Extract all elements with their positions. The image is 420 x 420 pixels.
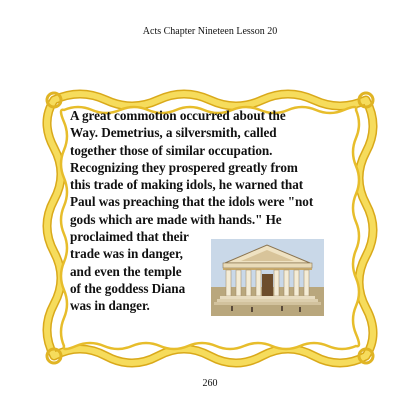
lesson-line: trade was in danger,	[70, 246, 183, 262]
lesson-line: Paul was preaching that the idols were "not	[70, 194, 314, 210]
lesson-line: this trade of making idols, he warned that	[70, 177, 304, 193]
lesson-line: Way. Demetrius, a silversmith, called	[70, 125, 277, 141]
lesson-line: and even the temple	[70, 263, 182, 279]
lesson-line: proclaimed that their	[70, 229, 189, 245]
temple-of-diana-illustration	[211, 239, 324, 316]
lesson-line: Recognizing they prospered greatly from	[70, 159, 298, 175]
page-number: 260	[202, 378, 218, 389]
lesson-line: A great commotion occurred about the	[70, 108, 286, 123]
lesson-line: was in danger.	[70, 298, 150, 314]
lesson-line: of the goddess Diana	[70, 280, 186, 296]
page-header: Acts Chapter Nineteen Lesson 20	[142, 26, 278, 37]
lesson-line: together those of similar occupation.	[70, 142, 273, 158]
lesson-line: gods which are made with hands." He	[70, 211, 282, 227]
